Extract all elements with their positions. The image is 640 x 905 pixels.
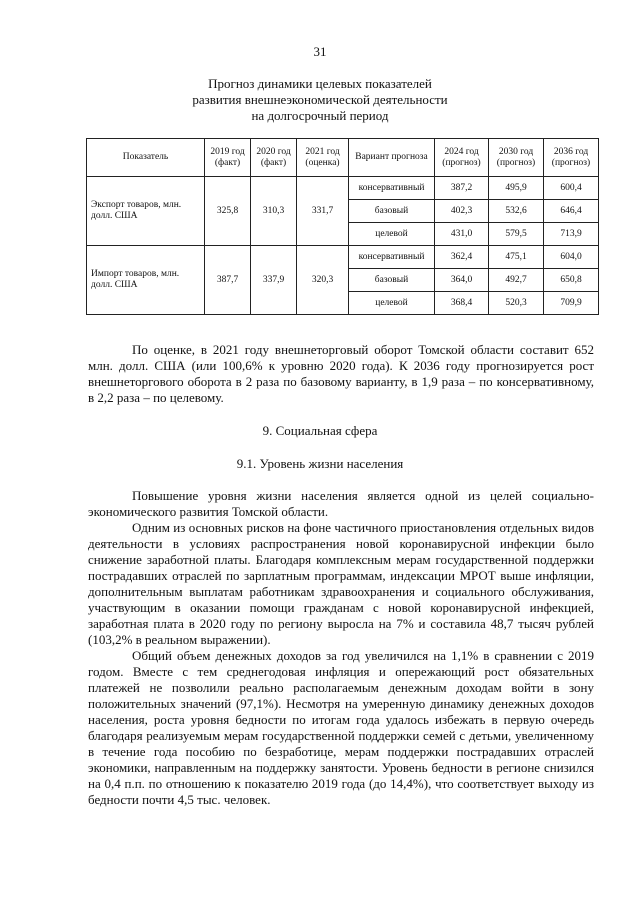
paragraph-1: Повышение уровня жизни населения является одной из целей социально-экономического развития Томской области. [88, 488, 594, 519]
header-2024: 2024 год (прогноз) [435, 139, 489, 177]
table-cell: 709,9 [544, 292, 599, 315]
table-cell: 364,0 [435, 269, 489, 292]
table-cell: 368,4 [435, 292, 489, 315]
header-variant: Вариант прогноза [349, 139, 435, 177]
section-heading: 9. Социальная сфера [262, 423, 378, 438]
indicator-export: Экспорт товаров, млн. долл. США [87, 177, 205, 246]
table-cell: 579,5 [489, 223, 544, 246]
header-2020: 2020 год (факт) [251, 139, 297, 177]
table-cell: 713,9 [544, 223, 599, 246]
table-cell: 495,9 [489, 177, 544, 200]
forecast-table [86, 138, 599, 315]
variant-label: целевой [349, 292, 435, 315]
table-cell: 387,2 [435, 177, 489, 200]
paragraph-2: Одним из основных рисков на фоне частичного приостановления отдельных видов деятельности в условиях распространения новой коронавирусной инфекции было снижение заработной платы. Благодаря комплексным мерам государственной поддержки пострадавших отраслей по зарплатным программам, индексации МРОТ выше инфляции, дополнительным выплатам работникам здравоохранения и социального обслуживания, участвующим в оказании помощи гражданам с новой коронавирусной инфекцией, заработная плата в 2020 году по региону выросла на 7% и составила 48,7 тысяч рублей (103,2% в реальном выражении). [88, 520, 594, 647]
variant-label: базовый [349, 269, 435, 292]
variant-label: базовый [349, 200, 435, 223]
cell-export-2019: 325,8 [205, 177, 251, 246]
variant-label: консервативный [349, 177, 435, 200]
table-cell: 402,3 [435, 200, 489, 223]
header-2036: 2036 год (прогноз) [544, 139, 599, 177]
cell-import-2021: 320,3 [297, 246, 349, 315]
cell-import-2020: 337,9 [251, 246, 297, 315]
variant-label: консервативный [349, 246, 435, 269]
table-cell: 600,4 [544, 177, 599, 200]
table-cell: 604,0 [544, 246, 599, 269]
header-2030: 2030 год (прогноз) [489, 139, 544, 177]
table-cell: 492,7 [489, 269, 544, 292]
table-row [87, 246, 599, 269]
cell-export-2021: 331,7 [297, 177, 349, 246]
header-2021: 2021 год (оценка) [297, 139, 349, 177]
cell-export-2020: 310,3 [251, 177, 297, 246]
table-title-line-1: Прогноз динамики целевых показателей [208, 76, 432, 91]
paragraph-3: Общий объем денежных доходов за год увеличился на 1,1% в сравнении с 2019 годом. Вместе с тем среднегодовая инфляция и опережающий рост обязательных платежей не позволили реально располагаемым денежным доходам войти в зону положительных значений (97,1%). Несмотря на умеренную динамику денежных доходов населения, роста уровня бедности по итогам года удалось избежать в первую очередь благодаря реализуемым мерам государственной поддержки семей с детьми, увеличенному в течение года пособию по безработице, мерам поддержки пострадавших отраслей экономики, направленным на поддержку занятости. Уровень бедности в регионе снизился на 0,4 п.п. по отношению к показателю 2019 года (до 14,4%), что соответствует выходу из бедности почти 4,5 тыс. человек. [88, 648, 594, 807]
header-indicator: Показатель [87, 139, 205, 177]
subsection-heading: 9.1. Уровень жизни населения [236, 456, 404, 471]
table-cell: 431,0 [435, 223, 489, 246]
table-title [0, 76, 640, 124]
indicator-import: Импорт товаров, млн. долл. США [87, 246, 205, 315]
table-title-line-2: развития внешнеэкономической деятельности [192, 92, 448, 107]
table-header-row [87, 139, 599, 177]
page-number: 31 [313, 44, 327, 59]
header-2019: 2019 год (факт) [205, 139, 251, 177]
cell-import-2019: 387,7 [205, 246, 251, 315]
table-cell: 362,4 [435, 246, 489, 269]
table-cell: 520,3 [489, 292, 544, 315]
table-title-line-3: на долгосрочный период [251, 108, 389, 123]
paragraph-trade-forecast: По оценке, в 2021 году внешнеторговый оборот Томской области составит 652 млн. долл. США (или 100,6% к уровню 2020 года). К 2036 году прогнозируется рост внешнеторгового оборота в 2 раза по базовому варианту, в 1,9 раза – по консервативному, в 2,2 раза – по целевому. [88, 342, 594, 405]
table-cell: 532,6 [489, 200, 544, 223]
table-cell: 646,4 [544, 200, 599, 223]
table-cell: 650,8 [544, 269, 599, 292]
table-row [87, 177, 599, 200]
table-cell: 475,1 [489, 246, 544, 269]
variant-label: целевой [349, 223, 435, 246]
